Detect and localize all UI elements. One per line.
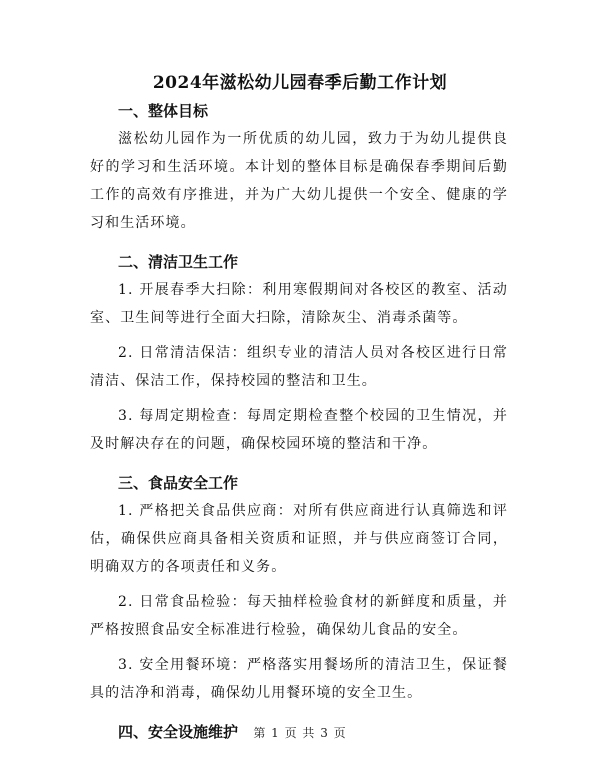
section-heading: 三、食品安全工作 (118, 474, 239, 492)
list-item: 3. 每周定期检查：每周定期检查整个校园的卫生情况，并及时解决存在的问题，确保校园环境的整洁和干净。 (90, 408, 508, 452)
section-heading: 四、安全设施维护 (118, 723, 239, 741)
section-heading: 二、清洁卫生工作 (118, 253, 239, 271)
section-heading: 一、整体目标 (118, 102, 209, 120)
list-item: 1. 严格把关食品供应商：对所有供应商进行认真筛选和评估，确保供应商具备相关资质和证照，并与供应商签订合同，明确双方的各项责任和义务。 (90, 503, 508, 575)
list-item: 2. 日常清洁保洁：组织专业的清洁人员对各校区进行日常清洁、保洁工作，保持校园的整洁和卫生。 (90, 345, 508, 389)
list-item: 2. 日常食品检验：每天抽样检验食材的新鲜度和质量，并严格按照食品安全标准进行检验，确保幼儿食品的安全。 (90, 594, 508, 638)
list-item: 3. 安全用餐环境：严格落实用餐场所的清洁卫生，保证餐具的洁净和消毒，确保幼儿用餐环境的安全卫生。 (90, 657, 508, 701)
paragraph: 滋松幼儿园作为一所优质的幼儿园，致力于为幼儿提供良好的学习和生活环境。本计划的整体目标是确保春季期间后勤工作的高效有序推进，并为广大幼儿提供一个安全、健康的学习和生活环境。 (90, 131, 508, 231)
document-title: 2024年滋松幼儿园春季后勤工作计划 (152, 73, 448, 93)
list-item: 1. 开展春季大扫除：利用寒假期间对各校区的教室、活动室、卫生间等进行全面大扫除，清除灰尘、消毒杀菌等。 (90, 282, 508, 326)
document-body (90, 98, 508, 746)
page-number: 第 1 页 共 3 页 (253, 726, 347, 740)
